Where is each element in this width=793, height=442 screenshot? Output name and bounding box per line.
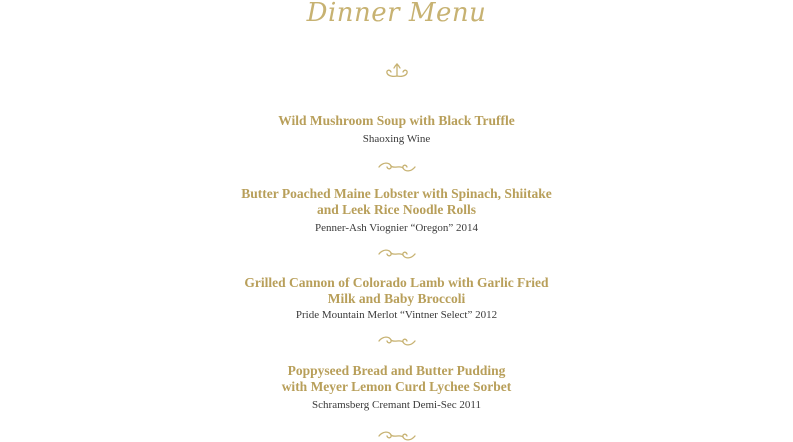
course-wine: Schramsberg Cremant Demi-Sec 2011 bbox=[312, 399, 481, 411]
course-wine: Penner-Ash Viognier “Oregon” 2014 bbox=[315, 222, 478, 234]
course-wine: Pride Mountain Merlot “Vintner Select” 2012 bbox=[295, 309, 498, 321]
dish-line-1: Butter Poached Maine Lobster with Spinach, Shiitake bbox=[241, 186, 552, 201]
dish-line-2: with Meyer Lemon Curd Lychee Sorbet bbox=[281, 379, 512, 394]
course-dish bbox=[0, 363, 793, 395]
course-dish bbox=[0, 113, 793, 129]
scroll-divider-icon bbox=[0, 161, 793, 173]
menu-title: Dinner Menu bbox=[306, 0, 487, 28]
scroll-divider-icon bbox=[0, 248, 793, 260]
course-dish bbox=[0, 186, 793, 218]
scroll-divider-icon bbox=[0, 335, 793, 347]
course-wine: Shaoxing Wine bbox=[362, 133, 431, 145]
dish-line-2: and Leek Rice Noodle Rolls bbox=[316, 202, 476, 217]
scroll-divider-icon bbox=[0, 430, 793, 442]
dish-line-1: Wild Mushroom Soup with Black Truffle bbox=[278, 113, 515, 128]
dish-line-1: Grilled Cannon of Colorado Lamb with Garlic Fried bbox=[244, 275, 549, 290]
dish-line-1: Poppyseed Bread and Butter Pudding bbox=[287, 363, 506, 378]
fleuron-small-icon bbox=[0, 62, 793, 80]
course-dish bbox=[0, 275, 793, 307]
dish-line-2: Milk and Baby Broccoli bbox=[327, 291, 466, 306]
